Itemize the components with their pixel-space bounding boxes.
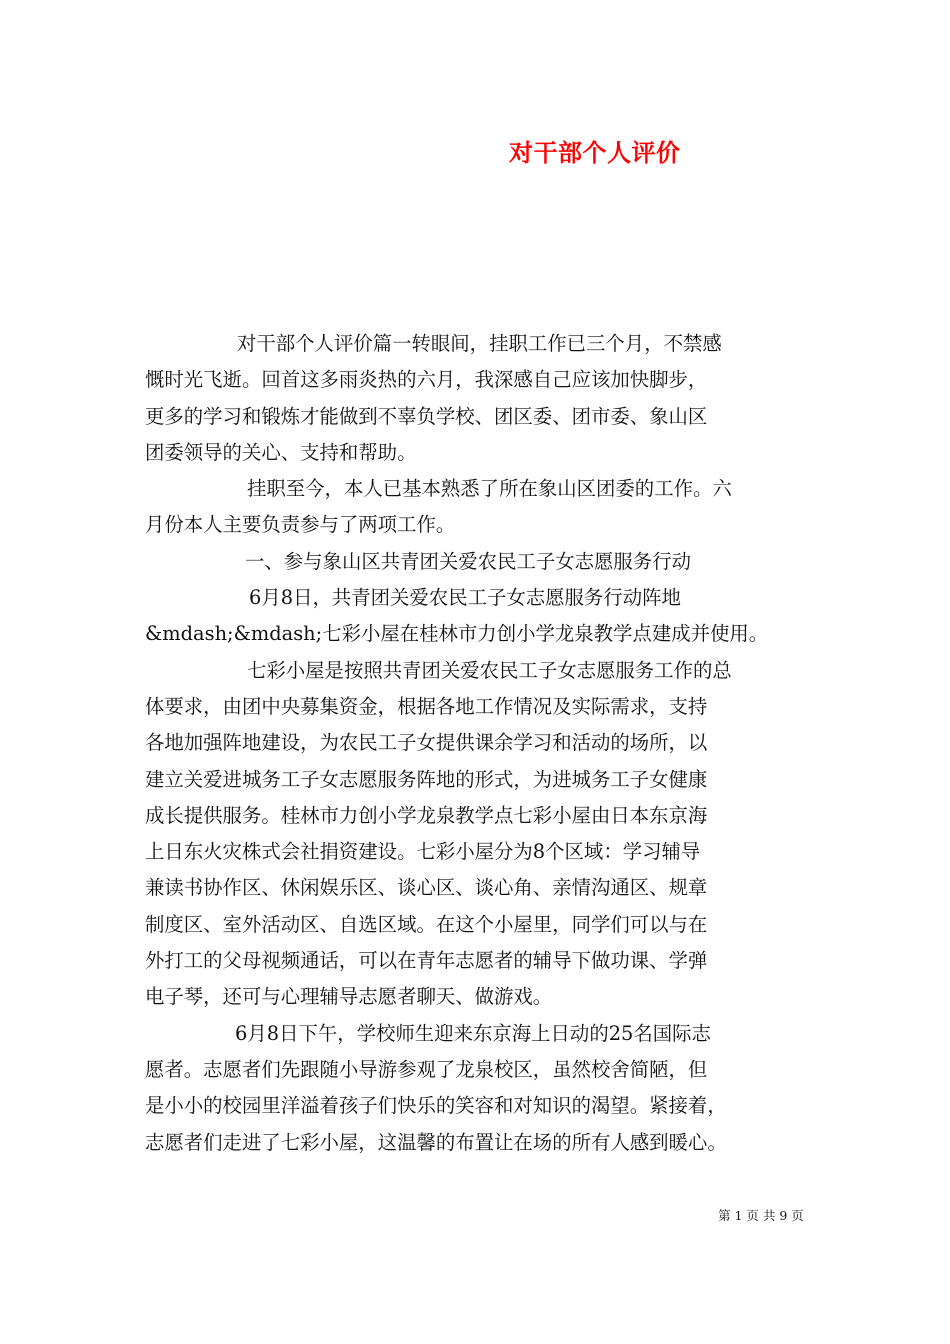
paragraph-line: 愿者。志愿者们先跟随小导游参观了龙泉校区，虽然校舍简陋，但 xyxy=(145,1057,708,1081)
paragraph-line: 体要求，由团中央募集资金，根据各地工作情况及实际需求，支持 xyxy=(145,694,708,718)
page-title: 对干部个人评价 xyxy=(509,138,681,167)
paragraph xyxy=(145,1016,815,1161)
paragraph-line: 慨时光飞逝。回首这多雨炎热的六月，我深感自己应该加快脚步， xyxy=(145,368,708,392)
paragraph-line: 外打工的父母视频通话，可以在青年志愿者的辅导下做功课、学弹 xyxy=(145,949,708,973)
paragraph xyxy=(145,544,815,580)
paragraph-line: 是小小的校园里洋溢着孩子们快乐的笑容和对知识的渴望。紧接着， xyxy=(145,1094,727,1118)
paragraph-line: 上日东火灾株式会社捐资建设。七彩小屋分为8个区域：学习辅导 xyxy=(145,840,701,864)
paragraph-line: 6月8日，共青团关爱农民工子女志愿服务行动阵地 xyxy=(249,586,681,610)
paragraph-line: 月份本人主要负责参与了两项工作。 xyxy=(145,513,456,537)
paragraph-line: 团委领导的关心、支持和帮助。 xyxy=(145,440,417,464)
paragraph-line: 对干部个人评价篇一转眼间，挂职工作已三个月，不禁感 xyxy=(237,332,722,355)
paragraph-line: 电子琴，还可与心理辅导志愿者聊天、做游戏。 xyxy=(145,985,553,1009)
paragraph-line: 建立关爱进城务工子女志愿服务阵地的形式，为进城务工子女健康 xyxy=(145,767,708,791)
paragraph xyxy=(145,580,815,653)
paragraph-line: 七彩小屋是按照共青团关爱农民工子女志愿服务工作的总 xyxy=(247,658,732,682)
paragraph xyxy=(145,326,815,471)
paragraph-line: 兼读书协作区、休闲娱乐区、谈心区、谈心角、亲情沟通区、规章 xyxy=(145,876,708,900)
paragraph-line: &mdash;&mdash;七彩小屋在桂林市力创小学龙泉教学点建成并使用。 xyxy=(145,622,769,646)
paragraph-line: 一、参与象山区共青团关爱农民工子女志愿服务行动 xyxy=(245,549,691,573)
page-number-footer: 第 1 页 共 9 页 xyxy=(718,1208,804,1223)
paragraph-line: 更多的学习和锻炼才能做到不辜负学校、团区委、团市委、象山区 xyxy=(145,404,708,428)
paragraph-line: 挂职至今，本人已基本熟悉了所在象山区团委的工作。六 xyxy=(247,477,732,501)
paragraph-line: 6月8日下午，学校师生迎来东京海上日动的25名国际志 xyxy=(235,1021,711,1045)
paragraph-line: 志愿者们走进了七彩小屋，这温馨的布置让在场的所有人感到暖心。 xyxy=(145,1130,727,1154)
paragraph-line: 成长提供服务。桂林市力创小学龙泉教学点七彩小屋由日本东京海 xyxy=(145,803,708,827)
document-body xyxy=(145,326,815,1161)
paragraph-line: 制度区、室外活动区、自选区域。在这个小屋里，同学们可以与在 xyxy=(145,912,708,936)
paragraph xyxy=(145,471,815,544)
paragraph xyxy=(145,653,815,1016)
paragraph-line: 各地加强阵地建设，为农民工子女提供课余学习和活动的场所，以 xyxy=(145,731,708,755)
